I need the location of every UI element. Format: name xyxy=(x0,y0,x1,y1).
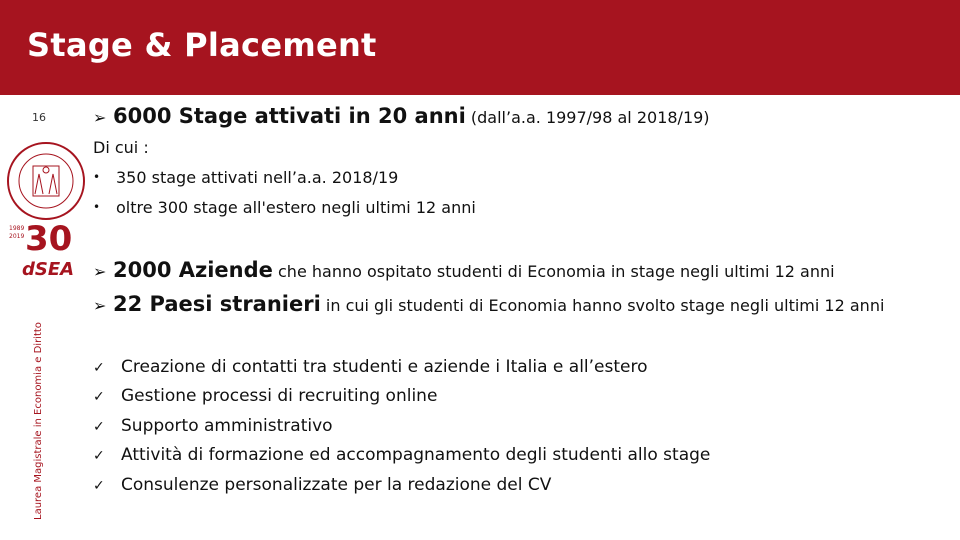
headline-aziende-detail: che hanno ospitato studenti di Economia in stage negli ultimi 12 anni xyxy=(278,262,835,281)
list-item xyxy=(93,357,648,377)
headline-stage-bold: 6000 Stage attivati in 20 anni xyxy=(113,104,466,128)
logo-brand: dSEA xyxy=(22,259,75,280)
arrow-bullet-icon: ➢ xyxy=(93,296,107,315)
headline-aziende xyxy=(93,258,835,282)
bullet-dot-icon: • xyxy=(93,200,101,214)
headline-stage-detail: (dall’a.a. 1997/98 al 2018/19) xyxy=(470,108,710,127)
checkmark-icon: ✓ xyxy=(93,389,105,405)
logo-number: 30 xyxy=(25,219,73,259)
list-item xyxy=(93,386,437,406)
logo-year-top: 1989 xyxy=(9,225,25,232)
side-course-label: Laurea Magistrale in Economia e Diritto xyxy=(33,322,44,520)
bullet-text: 350 stage attivati nell’a.a. 2018/19 xyxy=(116,168,399,187)
checkmark-icon: ✓ xyxy=(93,419,105,435)
slide-number: 16 xyxy=(32,111,46,124)
bullet-text: oltre 300 stage all'estero negli ultimi 12 anni xyxy=(116,198,476,217)
dsea-30-logo xyxy=(5,218,75,282)
arrow-bullet-icon: ➢ xyxy=(93,262,107,281)
checkmark-icon: ✓ xyxy=(93,448,105,464)
checkmark-icon: ✓ xyxy=(93,360,105,376)
list-item xyxy=(93,198,476,217)
headline-aziende-bold: 2000 Aziende xyxy=(113,258,273,282)
list-item xyxy=(93,475,551,495)
title-bar xyxy=(0,0,960,95)
arrow-bullet-icon: ➢ xyxy=(93,108,107,127)
checkmark-icon: ✓ xyxy=(93,478,105,494)
university-seal-icon xyxy=(5,140,87,222)
di-cui-label: Di cui : xyxy=(93,138,149,157)
check-text: Gestione processi di recruiting online xyxy=(121,386,438,406)
list-item xyxy=(93,416,333,436)
headline-paesi xyxy=(93,292,884,316)
slide-title: Stage & Placement xyxy=(27,26,377,64)
logo-year-bottom: 2019 xyxy=(9,233,25,240)
check-text: Creazione di contatti tra studenti e aziende i Italia e all’estero xyxy=(121,357,648,377)
headline-paesi-bold: 22 Paesi stranieri xyxy=(113,292,321,316)
bullet-dot-icon: • xyxy=(93,170,101,184)
check-text: Supporto amministrativo xyxy=(121,416,333,436)
list-item xyxy=(93,168,398,187)
check-text: Attività di formazione ed accompagnamento degli studenti allo stage xyxy=(121,445,711,465)
headline-paesi-detail: in cui gli studenti di Economia hanno svolto stage negli ultimi 12 anni xyxy=(325,296,885,315)
list-item xyxy=(93,445,710,465)
check-text: Consulenze personalizzate per la redazione del CV xyxy=(121,475,552,495)
headline-stage xyxy=(93,104,710,128)
